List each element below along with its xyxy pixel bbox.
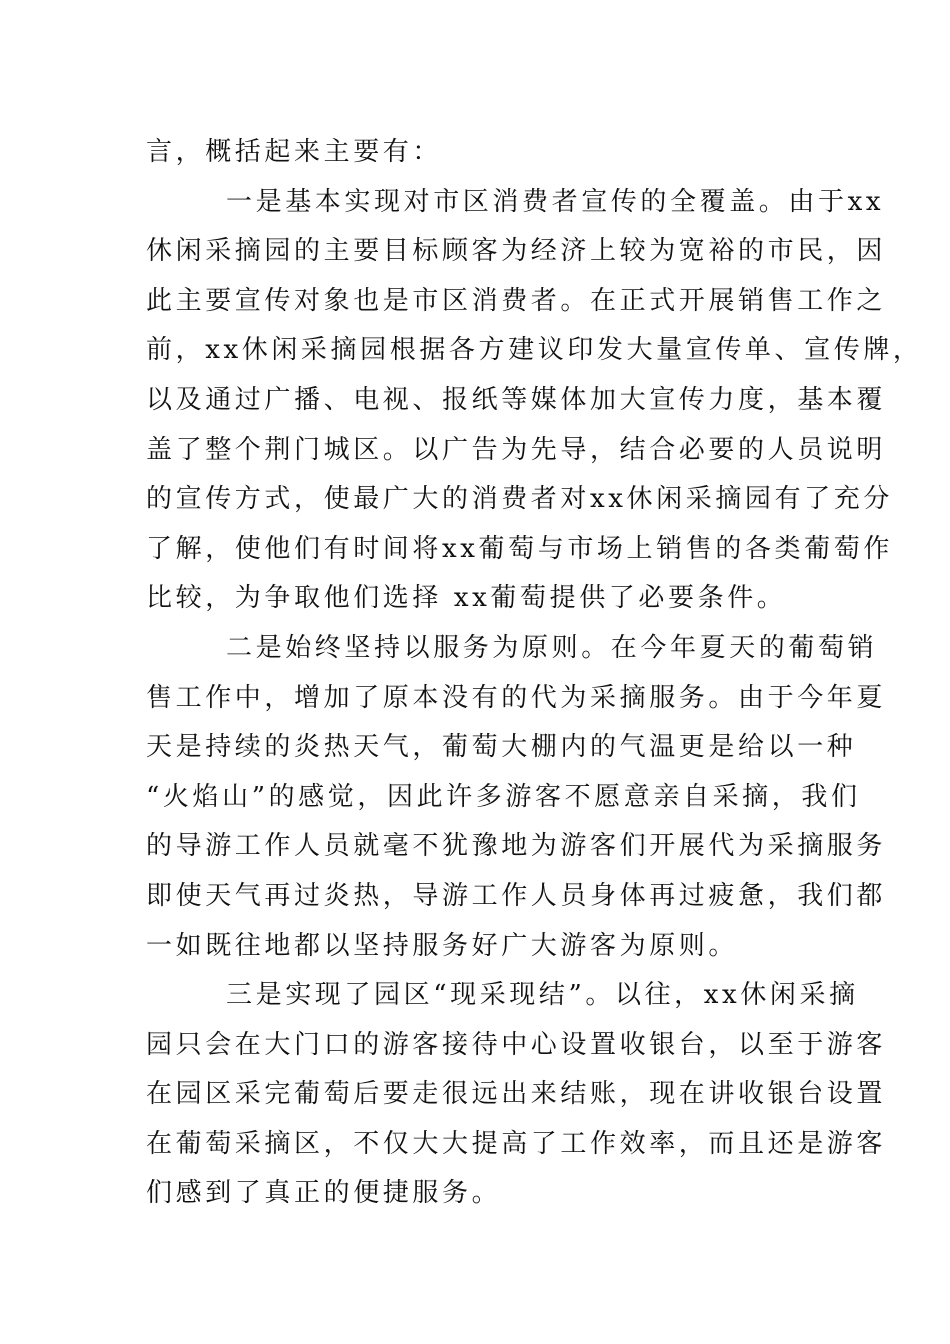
text-line: 在园区采完葡萄后要走很远出来结账，现在讲收银台设置 [146,1079,887,1110]
text-line: “火焰山”的感觉，因此许多游客不愿意亲自采摘，我们 [146,781,861,812]
text-line: 们感到了真正的便捷服务。 [146,1178,502,1209]
text-line: 以及通过广播、电视、报纸等媒体加大宣传力度，基本覆 [146,384,887,415]
text-line: 一如既往地都以坚持服务好广大游客为原则。 [146,930,739,961]
text-line: 天是持续的炎热天气，葡萄大棚内的气温更是给以一种 [146,732,857,763]
text-line: 了解，使他们有时间将xx葡萄与市场上销售的各类葡萄作 [146,533,893,564]
text-line: 休闲采摘园的主要目标顾客为经济上较为宽裕的市民，因 [146,236,887,267]
paragraph-first-line: 二是始终坚持以服务为原则。在今年夏天的葡萄销 [226,632,878,663]
text-line: 前，xx休闲采摘园根据各方建议印发大量宣传单、宣传牌， [146,335,923,366]
text-line: 盖了整个荆门城区。以广告为先导，结合必要的人员说明 [146,434,887,465]
text-line: 即使天气再过炎热，导游工作人员身体再过疲惫，我们都 [146,880,887,911]
text-line: 的宣传方式，使最广大的消费者对xx休闲采摘园有了充分 [146,484,893,515]
text-line: 比较，为争取他们选择 xx葡萄提供了必要条件。 [146,583,787,614]
text-line: 言，概括起来主要有： [146,137,443,167]
document-body [146,128,923,1219]
text-line: 此主要宣传对象也是市区消费者。在正式开展销售工作之 [146,285,887,316]
text-line: 在葡萄采摘区，不仅大大提高了工作效率，而且还是游客 [146,1128,887,1159]
text-line: 园只会在大门口的游客接待中心设置收银台，以至于游客 [146,1029,887,1060]
text-line: 售工作中，增加了原本没有的代为采摘服务。由于今年夏 [146,682,887,713]
paragraph-first-line: 一是基本实现对市区消费者宣传的全覆盖。由于xx [226,186,885,217]
text-line: 的导游工作人员就毫不犹豫地为游客们开展代为采摘服务 [146,831,887,862]
paragraph-first-line: 三是实现了园区“现采现结”。以往，xx休闲采摘 [226,980,859,1011]
